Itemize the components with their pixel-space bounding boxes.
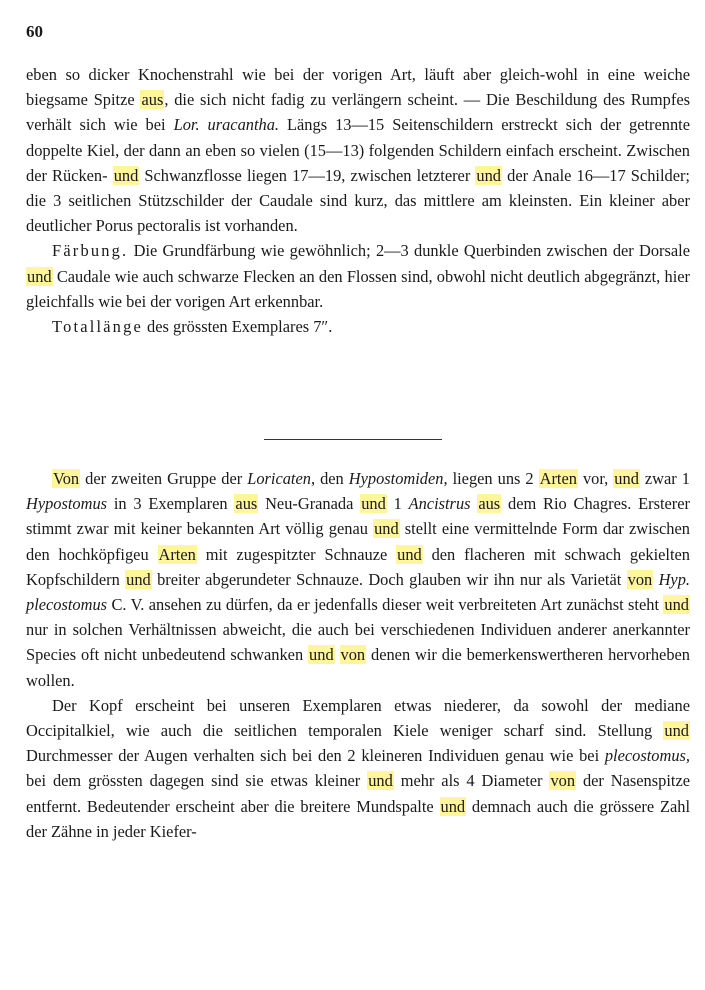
section-heading-totallaenge: Totallänge	[52, 317, 143, 337]
text-run: Längs 13—15 Seitenschildern erstreckt sich der getrennte doppelte Kiel, der dann an eben so vielen (15—13) folgenden Schildern einfach erscheint. Zwischen der Rücken-	[26, 115, 690, 185]
paragraph-faerbung	[26, 238, 690, 314]
text-run: der zweiten Gruppe der	[80, 469, 248, 488]
taxon-name: Hypostomiden	[348, 469, 444, 488]
text-run: der Anale 16—17 Schilder; die 3 seitlichen Stützschilder der Caudale sind kurz, das mittlere am kleinsten. Ein kleiner aber deutlicher Porus pectoralis ist vorhanden.	[26, 165, 690, 236]
highlighted-word: und	[309, 645, 334, 665]
text-block-top	[26, 62, 690, 339]
text-run: C. V. ansehen zu dürfen, da er jedenfalls dieser weit verbreiteten Art zunächst steht	[107, 595, 664, 615]
text-run: mit zugespitzter Schnauze	[196, 544, 397, 564]
highlighted-word: aus	[141, 90, 164, 110]
text-run: dem Rio Chagres. Ersterer stimmt zwar mit keiner bekannten Art völlig genau	[26, 494, 690, 539]
highlighted-word: und	[368, 771, 393, 791]
text-run: des grössten Exemplares 7″.	[142, 317, 333, 337]
highlighted-word: und	[664, 721, 689, 741]
text-block-bottom	[26, 466, 690, 844]
text-run: 1	[386, 494, 409, 514]
text-run: eben so dicker Knochenstrahl wie bei der vorigen Art, läuft aber gleich-wohl in eine weiche biegsame Spitze	[26, 65, 690, 110]
text-run: Die Grundfärbung wie gewöhnlich; 2—3 dunkle Querbinden zwischen der Dorsale	[128, 241, 690, 261]
taxon-name: Loricaten	[247, 469, 311, 488]
text-run: breiter abgerundeter Schnauze. Doch glauben wir ihn nur als Varietät	[151, 569, 627, 589]
text-run: Caudale wie auch schwarze Flecken an den Flossen sind, obwohl nicht deutlich abgegränzt, hier gleichfalls wie bei der vorigen Art erkennbar.	[26, 266, 690, 311]
highlighted-word: und	[614, 469, 639, 488]
species-name: Lor. uracantha.	[173, 115, 280, 135]
taxon-name: Ancistrus	[408, 494, 471, 514]
text-run: Der Kopf erscheint bei unseren Exemplaren etwas niederer, da sowohl der mediane Occipitalkiel, wie auch die seitlichen temporalen Kiele weniger scharf sind. Stellung	[26, 695, 690, 741]
text-run: zwar 1	[639, 469, 690, 488]
taxon-name: Hyp. plecostomus	[26, 569, 690, 615]
highlighted-word: von	[550, 771, 576, 791]
text-run: Neu-Granada	[258, 494, 361, 514]
paragraph-kopf	[26, 693, 690, 844]
highlighted-word: und	[113, 165, 139, 185]
paragraph-totallaenge	[26, 314, 690, 339]
text-run: stellt eine vermittelnde Form dar zwischen den hochköpfigeu	[26, 519, 690, 564]
highlighted-word: aus	[478, 494, 501, 514]
highlighted-word: und	[476, 165, 501, 185]
highlighted-word: Arten	[539, 469, 577, 488]
highlighted-word: von	[340, 645, 366, 665]
highlighted-word: von	[627, 569, 653, 589]
highlighted-word: und	[397, 544, 422, 564]
taxon-name: plecostomus,	[604, 746, 690, 766]
highlighted-word: Von	[53, 469, 80, 488]
text-run: den flacheren mit schwach gekielten Kopfschildern	[26, 544, 690, 589]
text-run: der Nasenspitze entfernt. Bedeutender erscheint aber die breitere Mundspalte	[26, 771, 690, 816]
text-run: vor,	[577, 469, 614, 488]
highlighted-word: und	[374, 519, 399, 539]
section-heading-faerbung: Färbung.	[52, 241, 129, 261]
text-run: Durchmesser der Augen verhalten sich bei den 2 kleineren Individuen genau wie bei	[26, 746, 605, 766]
section-divider	[264, 439, 442, 440]
highlighted-word: und	[27, 266, 52, 286]
highlighted-word: und	[440, 796, 466, 816]
text-run	[335, 645, 340, 664]
paragraph-hypostomiden	[26, 466, 690, 693]
taxon-name: Hypostomus	[26, 494, 108, 514]
highlighted-word: Arten	[158, 544, 196, 564]
paragraph-scutes	[26, 62, 690, 238]
highlighted-word: und	[361, 494, 386, 514]
highlighted-word: aus	[235, 494, 258, 514]
text-run: mehr als 4 Diameter	[393, 771, 550, 791]
text-run: Schwanzflosse liegen 17—19, zwischen letzterer	[139, 165, 476, 185]
text-run: in 3 Exemplaren	[107, 494, 235, 514]
text-run: nur in solchen Verhältnissen abweicht, die auch bei verschiedenen Individuen anderer anerkannter Species oft nicht unbedeutend schwanken	[26, 620, 690, 665]
text-run: , liegen uns 2	[443, 469, 539, 488]
text-run: demnach auch die grössere Zahl der Zähne in jeder Kiefer-	[26, 796, 690, 841]
text-run: denen wir die bemerkenswertheren hervorheben wollen.	[26, 645, 690, 690]
text-run: , den	[310, 469, 349, 488]
page-number: 60	[26, 22, 43, 41]
highlighted-word: und	[664, 595, 689, 615]
highlighted-word: und	[126, 569, 151, 589]
text-run: , die sich nicht fadig zu verlängern scheint. — Die Beschildung des Rumpfes verhält sich wie bei	[26, 90, 690, 135]
text-run: bei dem grössten dagegen sind sie etwas kleiner	[26, 771, 368, 791]
